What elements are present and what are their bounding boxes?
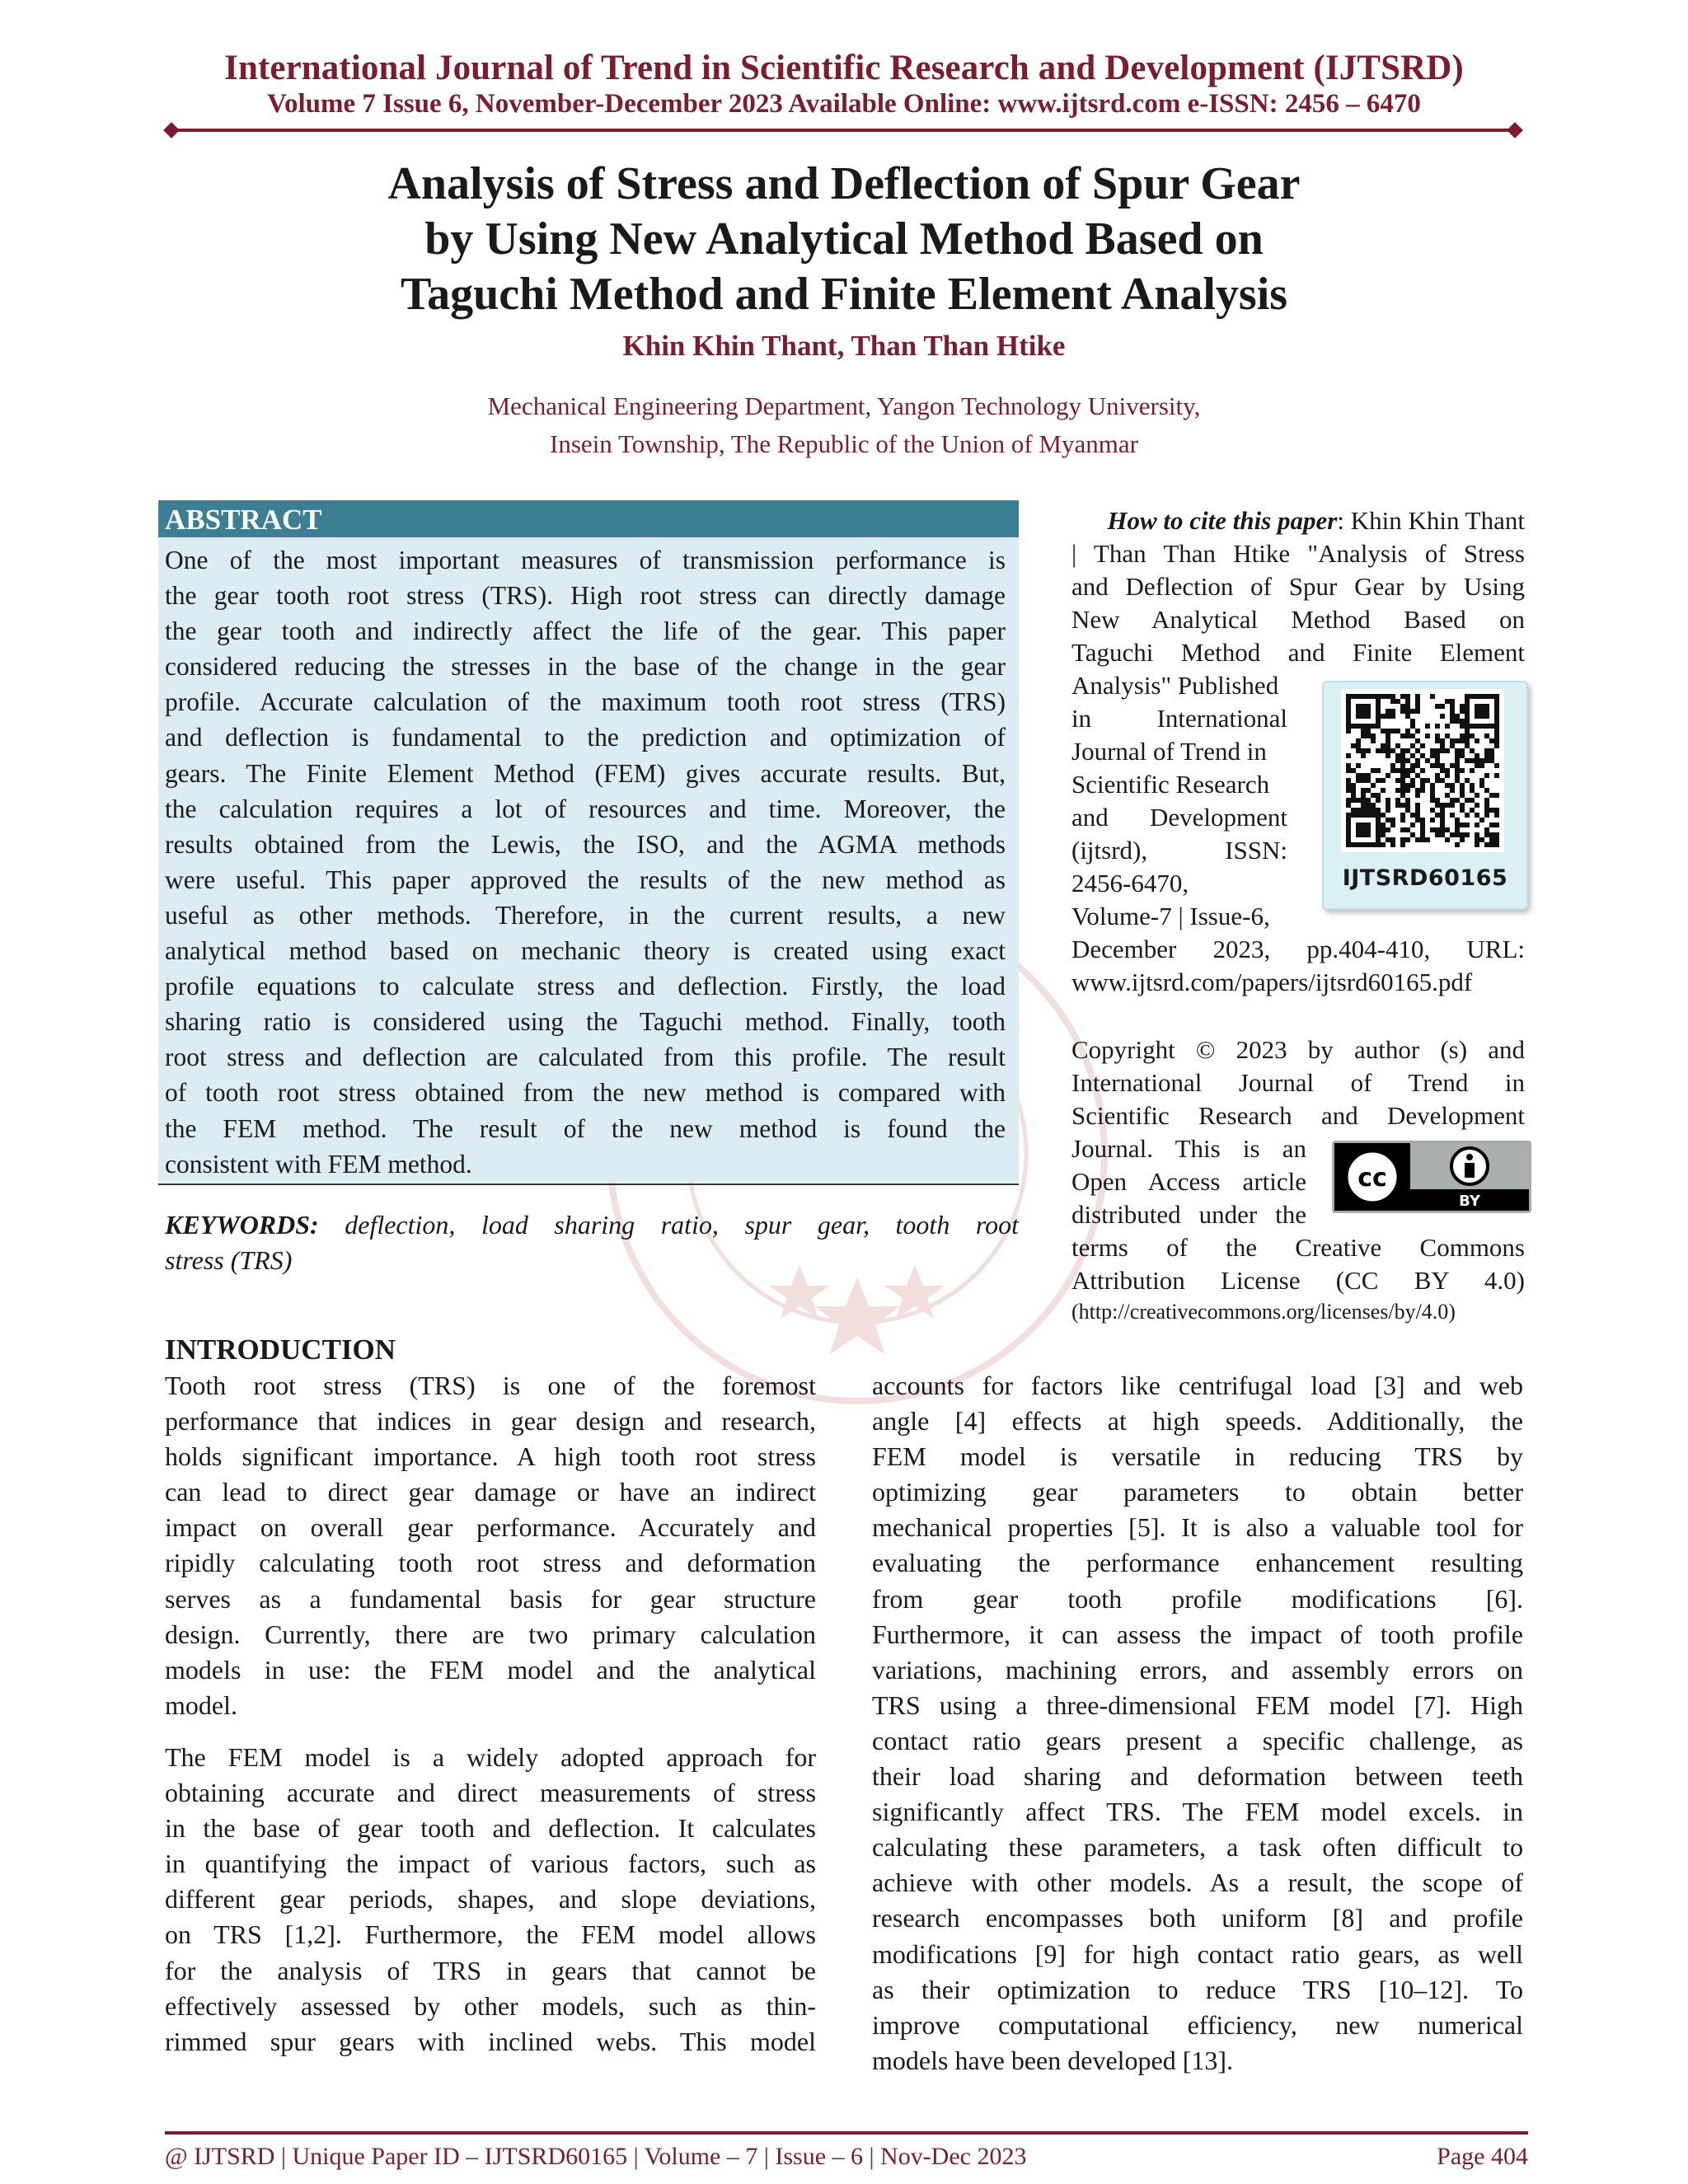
- body-line: models in use: the FEM model and the analytical: [165, 1654, 816, 1685]
- cc-by-icon: [1334, 1143, 1529, 1211]
- affiliation: [0, 387, 1688, 463]
- body-line: Furthermore, it can assess the impact of tooth profile: [872, 1619, 1523, 1649]
- body-line: optimizing gear parameters to obtain better: [872, 1477, 1523, 1507]
- body-line: TRS using a three-dimensional FEM model [7]. High: [872, 1690, 1523, 1720]
- abstract-line: the gear tooth root stress (TRS). High root stress can directly damage: [165, 581, 1006, 611]
- body-line: different gear periods, shapes, and slope deviations,: [165, 1884, 816, 1915]
- body-line: modifications [9] for high contact ratio gears, as well: [872, 1938, 1523, 1969]
- citation-line: New Analytical Method Based on: [1071, 605, 1525, 634]
- abstract-line: root stress and deflection are calculated from this profile. The result: [165, 1043, 1006, 1072]
- body-line: serves as a fundamental basis for gear structure: [165, 1583, 816, 1614]
- header-rule: [171, 129, 1515, 132]
- body-line: mechanical properties [5]. It is also a valuable tool for: [872, 1512, 1523, 1543]
- body-line: FEM model is versatile in reducing TRS by: [872, 1441, 1523, 1472]
- abstract-line: the FEM method. The result of the new method is found the: [165, 1113, 1006, 1143]
- abstract-line: results obtained from the Lewis, the ISO, and the AGMA methods: [165, 829, 1006, 859]
- abstract-line: sharing ratio is considered using the Taguchi method. Finally, tooth: [165, 1007, 1006, 1037]
- body-line: as their optimization to reduce TRS [10–12]. To: [872, 1974, 1523, 2004]
- body-line: model.: [165, 1690, 237, 1720]
- journal-title: International Journal of Trend in Scientific Research and Development (IJTSRD): [224, 49, 1464, 87]
- body-line: Tooth root stress (TRS) is one of the foremost: [165, 1371, 816, 1400]
- body-line: significantly affect TRS. The FEM model excels. in: [872, 1797, 1523, 1827]
- copyright-line: Copyright © 2023 by author (s) and: [1071, 1035, 1525, 1064]
- keywords-text: deflection, load sharing ratio, spur gear, tooth root: [345, 1210, 1019, 1240]
- abstract-line: profile. Accurate calculation of the maximum tooth root stress (TRS): [165, 687, 1006, 717]
- abstract-line: the calculation requires a lot of resources and time. Moreover, the: [165, 794, 1006, 823]
- body-line: can lead to direct gear damage or have an indirect: [165, 1477, 816, 1507]
- body-line: ripidly calculating tooth root stress and deformation: [165, 1548, 816, 1578]
- page-footer: [165, 2143, 1528, 2171]
- by-mark: BY: [1459, 1193, 1480, 1210]
- body-line: on TRS [1,2]. Furthermore, the FEM model allows: [165, 1919, 816, 1950]
- abstract-line: consistent with FEM method.: [165, 1149, 472, 1179]
- paper-authors: Khin Khin Thant, Than Than Htike: [622, 330, 1066, 362]
- paper-title: [0, 157, 1688, 322]
- citation-line: Scientific Research: [1071, 770, 1270, 799]
- abstract-line: were useful. This paper approved the results of the new method as: [165, 865, 1006, 894]
- cc-by-license-badge[interactable]: [1332, 1141, 1531, 1213]
- body-line: impact on overall gear performance. Accurately and: [165, 1512, 816, 1543]
- copyright-line: distributed under the: [1071, 1200, 1306, 1229]
- keywords: [165, 1207, 1019, 1278]
- abstract-line: of tooth root stress obtained from the new method is compared with: [165, 1078, 1006, 1108]
- cc-mark: cc: [1357, 1164, 1387, 1193]
- copyright-line: Attribution License (CC BY 4.0): [1071, 1266, 1525, 1295]
- footer-rule: [165, 2131, 1528, 2135]
- body-line: their load sharing and deformation between teeth: [872, 1761, 1523, 1792]
- paper-title-line: Taguchi Method and Finite Element Analysis: [400, 269, 1288, 320]
- citation-url[interactable]: www.ijtsrd.com/papers/ijtsrd60165.pdf: [1071, 968, 1473, 996]
- body-line: angle [4] effects at high speeds. Additionally, the: [872, 1406, 1523, 1436]
- citation-line: and Development: [1071, 803, 1287, 832]
- body-line: The FEM model is a widely adopted approach for: [165, 1741, 816, 1772]
- body-line: research encompasses both uniform [8] and profile: [872, 1903, 1523, 1933]
- copyright-line: Journal. This is an: [1071, 1134, 1306, 1163]
- abstract-heading: ABSTRACT: [165, 504, 322, 536]
- license-url[interactable]: (http://creativecommons.org/licenses/by/4.0): [1071, 1300, 1456, 1324]
- copyright-line: Open Access article: [1071, 1167, 1306, 1196]
- abstract-text: [165, 542, 1006, 1182]
- copyright-line: International Journal of Trend in: [1071, 1068, 1525, 1097]
- body-line: models have been developed [13].: [872, 2045, 1234, 2075]
- citation-line: (ijtsrd), ISSN:: [1071, 836, 1287, 865]
- citation-line: December 2023, pp.404-410, URL:: [1071, 935, 1525, 963]
- body-line: in the base of gear tooth and deflection. It calculates: [165, 1813, 816, 1844]
- footer-info: @ IJTSRD | Unique Paper ID – IJTSRD60165 | Volume – 7 | Issue – 6 | Nov-Dec 2023: [165, 2143, 1027, 2170]
- keywords-line: [165, 1207, 1019, 1243]
- body-line: for the analysis of TRS in gears that cannot be: [165, 1955, 816, 1985]
- body-line: in quantifying the impact of various factors, such as: [165, 1849, 816, 1879]
- citation-line: and Deflection of Spur Gear by Using: [1071, 572, 1525, 601]
- abstract-line: the gear tooth and indirectly affect the life of the gear. This paper: [165, 616, 1006, 646]
- body-line: rimmed spur gears with inclined webs. This model: [165, 2026, 816, 2056]
- citation-label: How to cite this paper: [1107, 506, 1338, 535]
- abstract-line: One of the most important measures of transmission performance is: [165, 546, 1006, 574]
- paper-title-line: Analysis of Stress and Deflection of Spur Gear: [387, 158, 1301, 209]
- abstract-line: useful as other methods. Therefore, in the current results, a new: [165, 900, 1006, 930]
- body-line: performance that indices in gear design and research,: [165, 1406, 816, 1436]
- keywords-line-2: stress (TRS): [165, 1245, 293, 1275]
- copyright-line: Scientific Research and Development: [1071, 1101, 1525, 1130]
- citation-narrow-block: [1071, 669, 1287, 933]
- body-line: achieve with other models. As a result, the scope of: [872, 1868, 1523, 1898]
- body-line: design. Currently, there are two primary calculation: [165, 1619, 816, 1649]
- citation-line: | Than Than Htike "Analysis of Stress: [1071, 539, 1525, 568]
- abstract-line: analytical method based on mechanic theory is created using exact: [165, 936, 1006, 966]
- body-line: from gear tooth profile modifications [6].: [872, 1583, 1523, 1614]
- paper-id-label: IJTSRD60165: [1342, 865, 1508, 891]
- citation-line: Journal of Trend in: [1071, 737, 1267, 766]
- citation-line: Volume-7 | Issue-6,: [1071, 902, 1270, 930]
- abstract-line: profile equations to calculate stress and deflection. Firstly, the load: [165, 972, 1006, 1001]
- body-line: effectively assessed by other models, such as thin-: [165, 1990, 816, 2021]
- introduction-heading: INTRODUCTION: [165, 1333, 396, 1366]
- journal-volume-line: Volume 7 Issue 6, November-December 2023 Available Online: www.ijtsrd.com e-ISSN: 2456 – 6470: [267, 89, 1421, 119]
- body-line: accounts for factors like centrifugal load [3] and web: [872, 1371, 1523, 1400]
- body-line: contact ratio gears present a specific challenge, as: [872, 1725, 1523, 1755]
- abstract-line: considered reducing the stresses in the base of the change in the gear: [165, 652, 1006, 682]
- citation-line: [1071, 504, 1525, 537]
- affiliation-line: Insein Township, The Republic of the Union of Myanmar: [550, 429, 1138, 458]
- citation-line: Analysis" Published: [1071, 671, 1279, 700]
- copyright-narrow-block: [1071, 1132, 1306, 1231]
- body-column-right: [872, 1368, 1523, 2079]
- abstract-line: and deflection is fundamental to the prediction and optimization of: [165, 723, 1006, 752]
- body-line: improve computational efficiency, new numerical: [872, 2009, 1523, 2040]
- qr-code-icon[interactable]: [1341, 689, 1504, 852]
- page-number: Page 404: [1437, 2143, 1528, 2170]
- body-line: variations, machining errors, and assembly errors on: [872, 1654, 1523, 1685]
- body-line: obtaining accurate and direct measurements of stress: [165, 1778, 816, 1808]
- citation-line: Taguchi Method and Finite Element: [1071, 638, 1525, 667]
- affiliation-line: Mechanical Engineering Department, Yangon Technology University,: [487, 391, 1201, 420]
- body-line: calculating these parameters, a task often difficult to: [872, 1832, 1523, 1863]
- body-line: holds significant importance. A high tooth root stress: [165, 1441, 816, 1472]
- abstract-bottom-rule: [158, 1183, 1019, 1185]
- copyright-line: terms of the Creative Commons: [1071, 1233, 1525, 1262]
- body-column-left: [165, 1368, 816, 2060]
- keywords-label: KEYWORDS:: [165, 1210, 319, 1240]
- rule-diamond-left: [163, 122, 180, 138]
- paper-title-line: by Using New Analytical Method Based on: [424, 213, 1264, 265]
- abstract-line: gears. The Finite Element Method (FEM) gives accurate results. But,: [165, 758, 1006, 788]
- body-line: evaluating the performance enhancement resulting: [872, 1548, 1523, 1578]
- citation-line: 2456-6470,: [1071, 869, 1189, 898]
- citation-line-tail: : Khin Khin Thant: [1337, 506, 1525, 535]
- rule-diamond-right: [1507, 122, 1523, 138]
- citation-line: in International: [1071, 704, 1287, 733]
